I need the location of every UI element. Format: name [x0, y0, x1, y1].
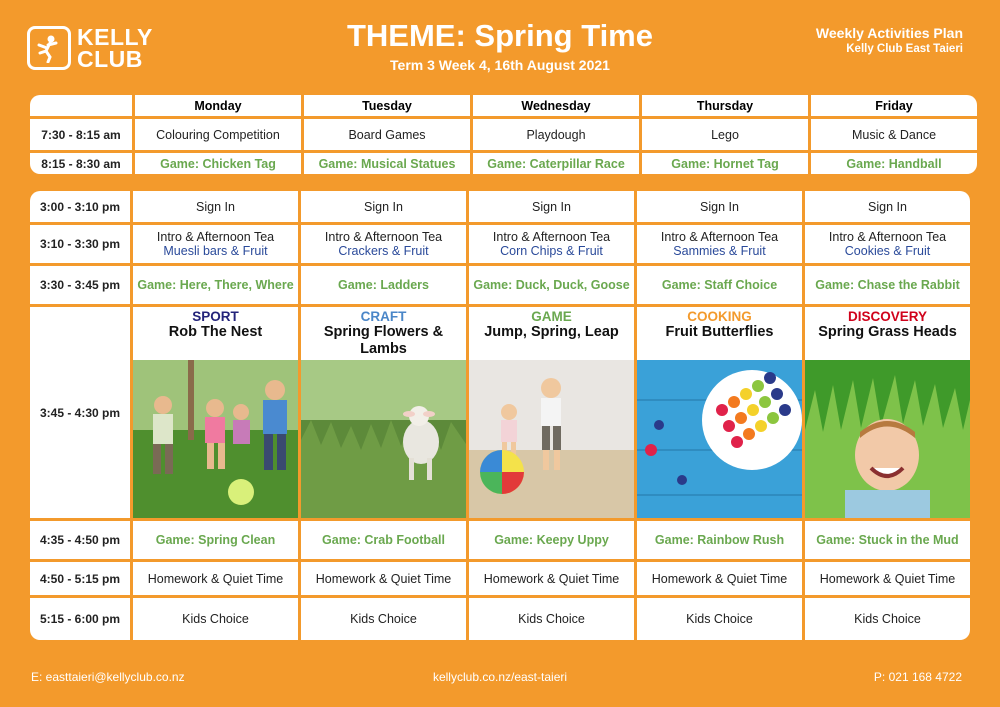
tea-cell — [301, 225, 466, 263]
tea-cell — [133, 225, 298, 263]
time-cell: 4:35 - 4:50 pm — [30, 521, 130, 559]
game-cell: Game: Handball — [811, 153, 977, 174]
activity-cell: Sign In — [133, 191, 298, 222]
activity-cell: Lego — [642, 119, 808, 150]
time-cell: 3:10 - 3:30 pm — [30, 225, 130, 263]
game-cell: Game: Musical Statues — [304, 153, 470, 174]
activity-title: Fruit Butterflies — [665, 324, 774, 340]
tea-line: Intro & Afternoon Tea — [324, 230, 443, 244]
game-cell: Game: Duck, Duck, Goose — [469, 266, 634, 304]
activity-cell: Kids Choice — [637, 598, 802, 640]
activity-cell: Homework & Quiet Time — [637, 562, 802, 595]
activity-cell: Kids Choice — [301, 598, 466, 640]
activity-cell: Playdough — [473, 119, 639, 150]
game-cell: Game: Spring Clean — [133, 521, 298, 559]
page-title: THEME: Spring Time — [346, 18, 653, 53]
activity-card-craft — [301, 307, 466, 518]
plan-title: Weekly Activities Plan — [815, 25, 963, 41]
time-cell: 5:15 - 6:00 pm — [30, 598, 130, 640]
activity-cell: Sign In — [637, 191, 802, 222]
activity-card-cooking — [637, 307, 802, 518]
tea-line: Intro & Afternoon Tea — [660, 230, 779, 244]
tea-cell — [805, 225, 970, 263]
day-header: Wednesday — [473, 95, 639, 116]
activity-cell: Sign In — [301, 191, 466, 222]
activity-title: Jump, Spring, Leap — [484, 324, 619, 340]
plan-location: Kelly Club East Taieri — [846, 43, 963, 55]
activity-title: Rob The Nest — [168, 324, 263, 340]
game-cell: Game: Stuck in the Mud — [805, 521, 970, 559]
day-header: Thursday — [642, 95, 808, 116]
game-cell: Game: Chase the Rabbit — [805, 266, 970, 304]
game-cell: Game: Hornet Tag — [642, 153, 808, 174]
day-header: Monday — [135, 95, 301, 116]
time-cell: 7:30 - 8:15 am — [30, 119, 132, 150]
page-subtitle: Term 3 Week 4, 16th August 2021 — [390, 57, 610, 73]
time-cell: 3:00 - 3:10 pm — [30, 191, 130, 222]
tea-line: Intro & Afternoon Tea — [492, 230, 611, 244]
tea-line: Intro & Afternoon Tea — [828, 230, 947, 244]
time-cell: 4:50 - 5:15 pm — [30, 562, 130, 595]
tea-line: Intro & Afternoon Tea — [156, 230, 275, 244]
fruit-skewers-photo — [637, 360, 802, 518]
logo-line-1: KELLY — [77, 24, 153, 50]
activity-title: Spring Grass Heads — [818, 324, 957, 340]
game-cell: Game: Staff Choice — [637, 266, 802, 304]
time-cell: 8:15 - 8:30 am — [30, 153, 132, 174]
activity-cell: Kids Choice — [133, 598, 298, 640]
lamb-in-grass-photo — [301, 360, 466, 518]
snack-line: Muesli bars & Fruit — [163, 244, 268, 258]
day-header: Friday — [811, 95, 977, 116]
activity-cell: Sign In — [469, 191, 634, 222]
game-cell: Game: Crab Football — [301, 521, 466, 559]
morning-schedule-table — [27, 92, 980, 177]
logo-line-2: CLUB — [77, 46, 143, 72]
activity-card-game — [469, 307, 634, 518]
snack-line: Corn Chips & Fruit — [500, 244, 603, 258]
children-playing-ball-photo — [133, 360, 298, 518]
activity-card-discovery — [805, 307, 970, 518]
category-label: GAME — [531, 309, 572, 324]
category-label: CRAFT — [360, 309, 407, 324]
activity-cell: Homework & Quiet Time — [133, 562, 298, 595]
game-cell: Game: Here, There, Where — [133, 266, 298, 304]
activity-cell: Colouring Competition — [135, 119, 301, 150]
day-header: Tuesday — [304, 95, 470, 116]
plan-info — [816, 25, 963, 55]
game-cell: Game: Ladders — [301, 266, 466, 304]
activity-cell: Homework & Quiet Time — [469, 562, 634, 595]
children-on-beach-photo — [469, 360, 634, 518]
snack-line: Sammies & Fruit — [673, 244, 766, 258]
game-cell: Game: Chicken Tag — [135, 153, 301, 174]
tea-cell — [469, 225, 634, 263]
activity-cell: Music & Dance — [811, 119, 977, 150]
child-under-grass-photo — [805, 360, 970, 518]
game-cell: Game: Caterpillar Race — [473, 153, 639, 174]
header-blank-cell — [30, 95, 132, 116]
snack-line: Cookies & Fruit — [844, 244, 931, 258]
afternoon-schedule-table — [27, 188, 973, 643]
activity-cell: Homework & Quiet Time — [301, 562, 466, 595]
game-cell: Game: Keepy Uppy — [469, 521, 634, 559]
game-cell: Game: Rainbow Rush — [637, 521, 802, 559]
activity-cell: Homework & Quiet Time — [805, 562, 970, 595]
category-label: DISCOVERY — [847, 309, 928, 324]
footer-email[interactable]: E: easttaieri@kellyclub.co.nz — [31, 670, 185, 684]
tea-cell — [637, 225, 802, 263]
activity-cell: Kids Choice — [469, 598, 634, 640]
time-cell: 3:30 - 3:45 pm — [30, 266, 130, 304]
snack-line: Crackers & Fruit — [338, 244, 429, 258]
activity-card-sport — [133, 307, 298, 518]
activity-cell: Board Games — [304, 119, 470, 150]
footer-phone: P: 021 168 4722 — [873, 670, 962, 684]
activity-cell: Sign In — [805, 191, 970, 222]
footer-website[interactable]: kellyclub.co.nz/east-taieri — [432, 670, 568, 684]
category-label: SPORT — [192, 309, 239, 324]
time-cell: 3:45 - 4:30 pm — [30, 307, 130, 518]
activity-cell: Kids Choice — [805, 598, 970, 640]
header — [0, 0, 1000, 90]
activity-title: Spring Flowers & Lambs — [323, 324, 444, 357]
category-label: COOKING — [687, 309, 752, 324]
